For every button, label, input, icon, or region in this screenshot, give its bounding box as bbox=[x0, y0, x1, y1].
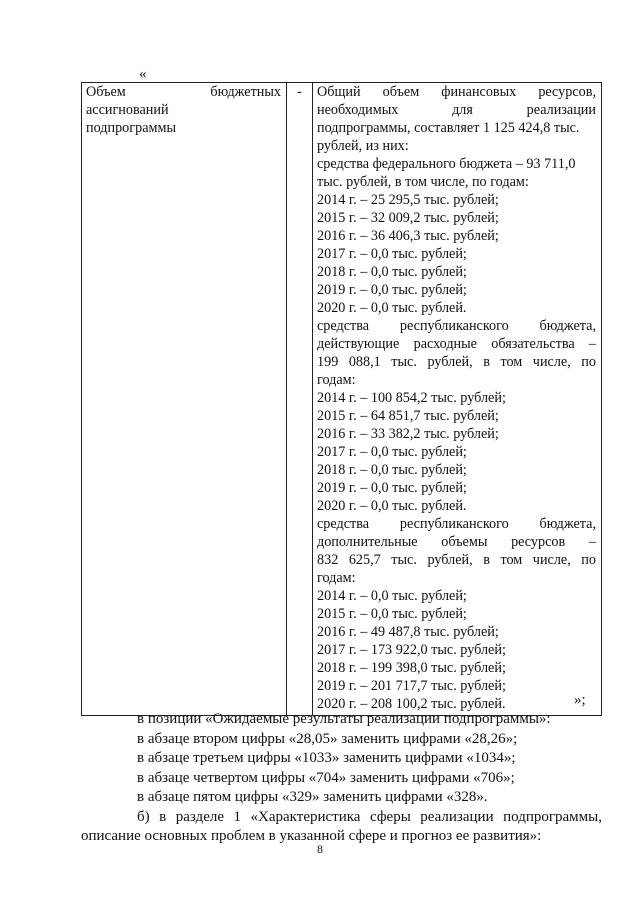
content-line: 199 088,1 тыс. рублей, в том числе, по bbox=[317, 354, 596, 370]
paragraph: в абзаце третьем цифры «1033» заменить цифрами «1034»; bbox=[137, 750, 516, 766]
content-line: средства федерального бюджета – 93 711,0 bbox=[317, 156, 576, 172]
content-line: годам: bbox=[317, 570, 356, 586]
content-line: 2015 г. – 64 851,7 тыс. рублей; bbox=[317, 408, 499, 424]
budget-allocation-table bbox=[81, 82, 602, 716]
content-line: годам: bbox=[317, 372, 356, 388]
content-line: 2014 г. – 0,0 тыс. рублей; bbox=[317, 588, 467, 604]
content-line: Общий объем финансовых ресурсов, bbox=[317, 84, 596, 100]
paragraph: б) в разделе 1 «Характеристика сферы реализации подпрограммы, описание основных проблем в указанной сфере и прогноз ее развития»: bbox=[81, 808, 602, 844]
row-label-line: ассигнований bbox=[86, 102, 169, 118]
row-label-cell bbox=[82, 83, 287, 716]
content-line: 2018 г. – 0,0 тыс. рублей; bbox=[317, 264, 467, 280]
content-line: дополнительные объемы ресурсов – bbox=[317, 534, 596, 550]
content-line: средства республиканского бюджета, bbox=[317, 516, 596, 532]
content-line: действующие расходные обязательства – bbox=[317, 336, 596, 352]
row-label-line: подпрограммы bbox=[86, 120, 176, 136]
content-line: 2014 г. – 100 854,2 тыс. рублей; bbox=[317, 390, 506, 406]
content-line: 2018 г. – 199 398,0 тыс. рублей; bbox=[317, 660, 506, 676]
content-line: подпрограммы, составляет 1 125 424,8 тыс. bbox=[317, 120, 580, 136]
row-label-line: Объем бюджетных bbox=[86, 84, 281, 100]
row-content-cell bbox=[313, 83, 602, 716]
opening-quote-mark: « bbox=[139, 66, 147, 82]
content-line: 2019 г. – 201 717,7 тыс. рублей; bbox=[317, 678, 506, 694]
closing-quote-mark: »; bbox=[574, 692, 586, 708]
paragraph: в абзаце четвертом цифры «704» заменить цифрами «706»; bbox=[137, 769, 515, 786]
page-number: 8 bbox=[317, 842, 323, 856]
content-line: 2020 г. – 0,0 тыс. рублей. bbox=[317, 498, 467, 514]
paragraph: в абзаце пятом цифры «329» заменить цифрами «328». bbox=[137, 789, 488, 805]
content-line: 2016 г. – 33 382,2 тыс. рублей; bbox=[317, 426, 499, 442]
content-line: 2014 г. – 25 295,5 тыс. рублей; bbox=[317, 192, 499, 208]
dash-cell bbox=[287, 83, 313, 716]
content-line: необходимых для реализации bbox=[317, 102, 596, 118]
content-line: средства республиканского бюджета, bbox=[317, 318, 596, 334]
content-line: 2016 г. – 36 406,3 тыс. рублей; bbox=[317, 228, 499, 244]
content-line: 2017 г. – 0,0 тыс. рублей; bbox=[317, 246, 467, 262]
content-line: 2017 г. – 173 922,0 тыс. рублей; bbox=[317, 642, 506, 658]
content-line: 2017 г. – 0,0 тыс. рублей; bbox=[317, 444, 467, 460]
content-line: 2020 г. – 0,0 тыс. рублей. bbox=[317, 300, 467, 316]
content-line: 2019 г. – 0,0 тыс. рублей; bbox=[317, 282, 467, 298]
content-line: 2020 г. – 208 100,2 тыс. рублей. bbox=[317, 696, 506, 712]
content-line: тыс. рублей, в том числе, по годам: bbox=[317, 174, 529, 190]
body-text bbox=[81, 710, 602, 847]
dash-mark: - bbox=[297, 84, 302, 100]
content-line: рублей, из них: bbox=[317, 138, 409, 154]
content-line: 2015 г. – 0,0 тыс. рублей; bbox=[317, 606, 467, 622]
content-line: 2019 г. – 0,0 тыс. рублей; bbox=[317, 480, 467, 496]
content-line: 2016 г. – 49 487,8 тыс. рублей; bbox=[317, 624, 499, 640]
paragraph: в позиции «Ожидаемые результаты реализации подпрограммы»: bbox=[137, 711, 551, 727]
content-line: 2018 г. – 0,0 тыс. рублей; bbox=[317, 462, 467, 478]
table-row bbox=[82, 83, 602, 716]
paragraph: в абзаце втором цифры «28,05» заменить цифрами «28,26»; bbox=[137, 730, 518, 747]
content-line: 2015 г. – 32 009,2 тыс. рублей; bbox=[317, 210, 499, 226]
content-line: 832 625,7 тыс. рублей, в том числе, по bbox=[317, 552, 596, 568]
